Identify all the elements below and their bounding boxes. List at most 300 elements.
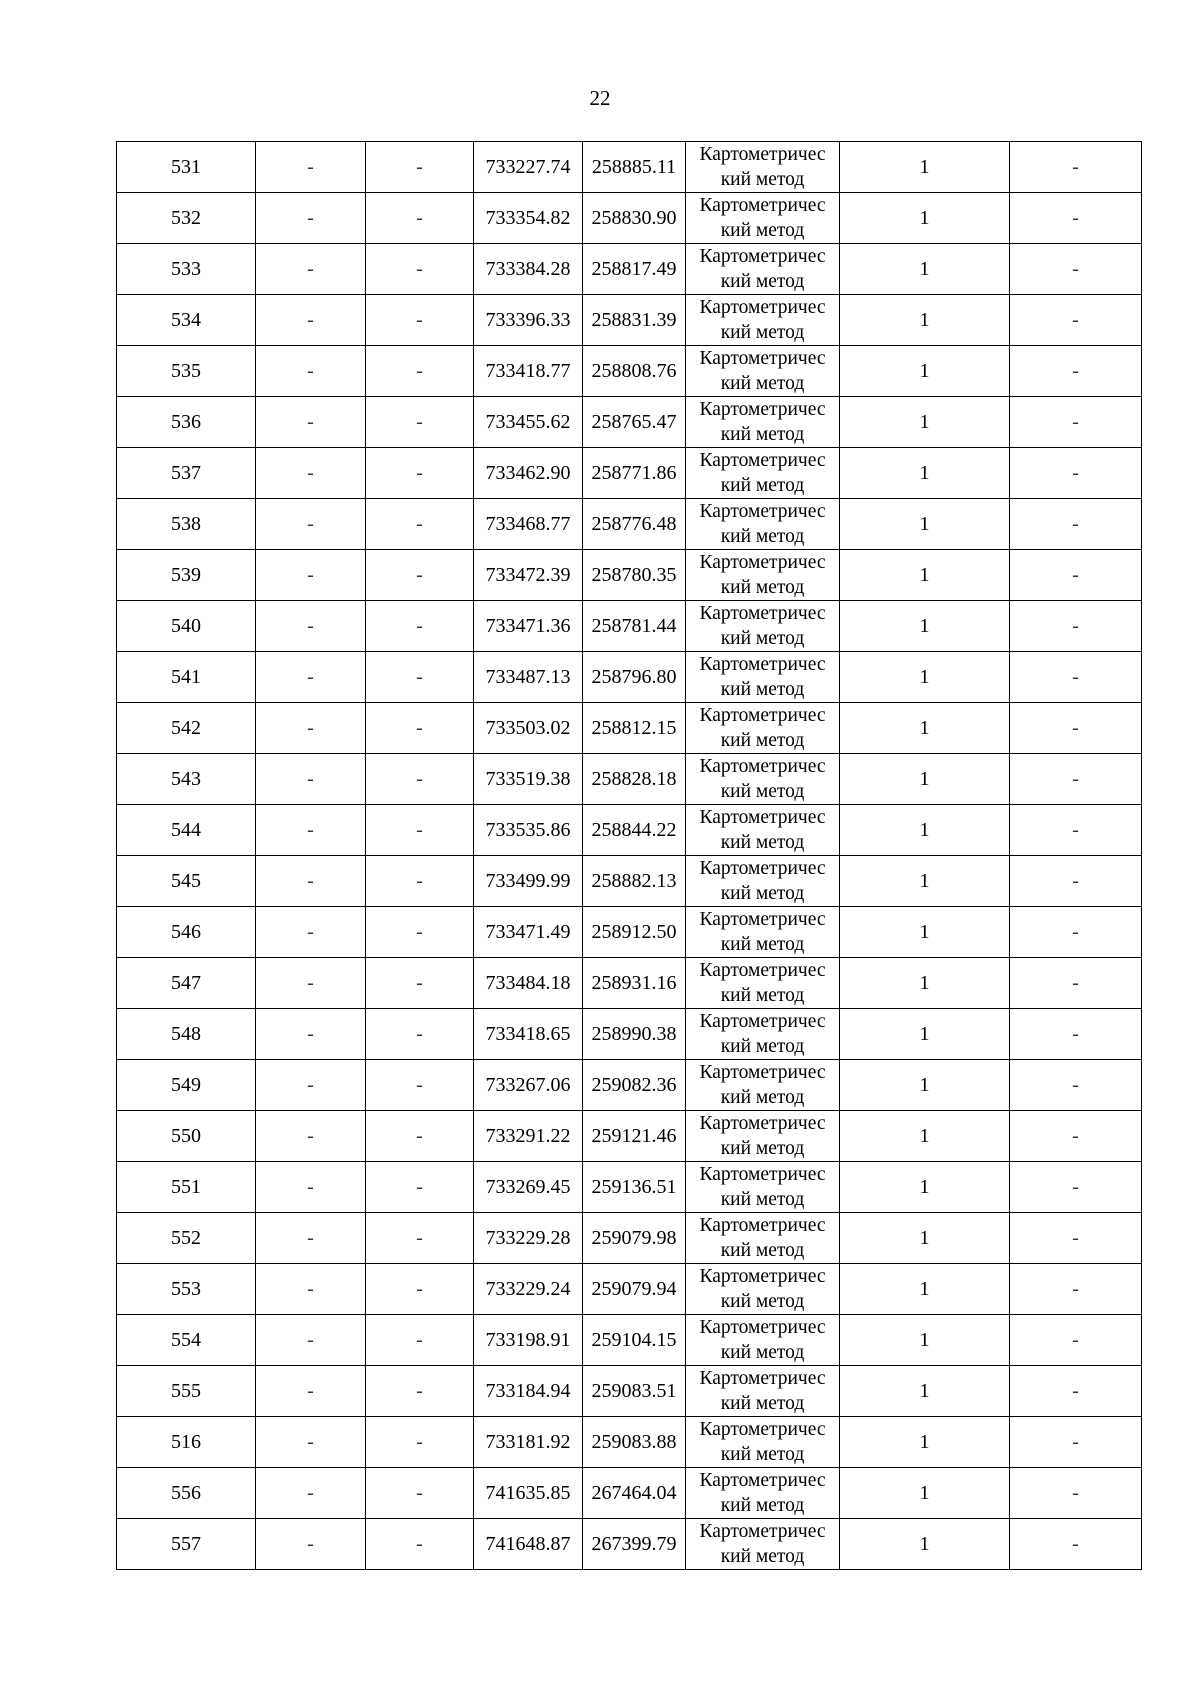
method-cell: [686, 1519, 840, 1570]
method-cell: [686, 958, 840, 1009]
point-number-cell: 539: [117, 550, 256, 601]
empty-value-cell: -: [256, 1519, 366, 1570]
method-cell: [686, 1468, 840, 1519]
x-coordinate-cell: 733198.91: [474, 1315, 583, 1366]
accuracy-cell: 1: [840, 244, 1010, 295]
table-row: [117, 142, 1142, 193]
method-cell: [686, 1264, 840, 1315]
empty-value-cell: -: [256, 1417, 366, 1468]
method-cell: [686, 907, 840, 958]
empty-value-cell: -: [1010, 754, 1142, 805]
method-text-line: Картометричес: [699, 1470, 826, 1491]
empty-value-cell: -: [366, 1060, 474, 1111]
method-cell: [686, 1162, 840, 1213]
empty-value-cell: -: [366, 1009, 474, 1060]
table-row: [117, 754, 1142, 805]
empty-value-cell: -: [366, 805, 474, 856]
method-text-line: Картометричес: [699, 552, 826, 573]
empty-value-cell: -: [366, 1315, 474, 1366]
empty-value-cell: -: [1010, 601, 1142, 652]
empty-value-cell: -: [366, 1468, 474, 1519]
y-coordinate-cell: 258885.11: [583, 142, 686, 193]
empty-value-cell: -: [256, 1009, 366, 1060]
table-row: [117, 1417, 1142, 1468]
point-number-cell: 543: [117, 754, 256, 805]
empty-value-cell: -: [1010, 1519, 1142, 1570]
empty-value-cell: -: [366, 1111, 474, 1162]
method-text-line: Картометричес: [699, 297, 826, 318]
empty-value-cell: -: [256, 652, 366, 703]
empty-value-cell: -: [366, 907, 474, 958]
x-coordinate-cell: 733181.92: [474, 1417, 583, 1468]
method-text-line: кий метод: [720, 1138, 805, 1159]
table-body: [117, 142, 1142, 1570]
method-cell: [686, 295, 840, 346]
method-cell: [686, 346, 840, 397]
method-text-line: Картометричес: [699, 1368, 826, 1389]
empty-value-cell: -: [256, 907, 366, 958]
table-row: [117, 1315, 1142, 1366]
empty-value-cell: -: [366, 958, 474, 1009]
method-cell: [686, 601, 840, 652]
method-text-line: кий метод: [720, 577, 805, 598]
method-text-line: Картометричес: [699, 756, 826, 777]
method-text-line: кий метод: [720, 679, 805, 700]
empty-value-cell: -: [1010, 652, 1142, 703]
accuracy-cell: 1: [840, 448, 1010, 499]
table-row: [117, 193, 1142, 244]
y-coordinate-cell: 258882.13: [583, 856, 686, 907]
empty-value-cell: -: [1010, 1060, 1142, 1111]
table-row: [117, 448, 1142, 499]
method-cell: [686, 652, 840, 703]
method-cell: [686, 1111, 840, 1162]
method-text-line: Картометричес: [699, 450, 826, 471]
method-text-line: кий метод: [720, 730, 805, 751]
empty-value-cell: -: [256, 1060, 366, 1111]
accuracy-cell: 1: [840, 1162, 1010, 1213]
method-cell: [686, 1060, 840, 1111]
empty-value-cell: -: [256, 1315, 366, 1366]
method-text-line: кий метод: [720, 1393, 805, 1414]
method-text-line: кий метод: [720, 628, 805, 649]
method-cell: [686, 703, 840, 754]
x-coordinate-cell: 733472.39: [474, 550, 583, 601]
empty-value-cell: -: [256, 1213, 366, 1264]
point-number-cell: 538: [117, 499, 256, 550]
empty-value-cell: -: [256, 346, 366, 397]
point-number-cell: 557: [117, 1519, 256, 1570]
y-coordinate-cell: 258817.49: [583, 244, 686, 295]
empty-value-cell: -: [1010, 1468, 1142, 1519]
point-number-cell: 556: [117, 1468, 256, 1519]
method-cell: [686, 1009, 840, 1060]
empty-value-cell: -: [1010, 448, 1142, 499]
table-row: [117, 1264, 1142, 1315]
y-coordinate-cell: 258771.86: [583, 448, 686, 499]
point-number-cell: 532: [117, 193, 256, 244]
method-text-line: кий метод: [720, 271, 805, 292]
empty-value-cell: -: [1010, 550, 1142, 601]
method-text-line: кий метод: [720, 883, 805, 904]
empty-value-cell: -: [256, 1468, 366, 1519]
x-coordinate-cell: 741648.87: [474, 1519, 583, 1570]
empty-value-cell: -: [1010, 1264, 1142, 1315]
empty-value-cell: -: [366, 1264, 474, 1315]
empty-value-cell: -: [1010, 1213, 1142, 1264]
empty-value-cell: -: [366, 601, 474, 652]
method-text-line: кий метод: [720, 169, 805, 190]
method-cell: [686, 142, 840, 193]
method-text-line: Картометричес: [699, 1011, 826, 1032]
table-row: [117, 856, 1142, 907]
empty-value-cell: -: [256, 1366, 366, 1417]
y-coordinate-cell: 258776.48: [583, 499, 686, 550]
point-number-cell: 540: [117, 601, 256, 652]
table-row: [117, 550, 1142, 601]
x-coordinate-cell: 733535.86: [474, 805, 583, 856]
x-coordinate-cell: 733229.24: [474, 1264, 583, 1315]
method-text-line: кий метод: [720, 1189, 805, 1210]
empty-value-cell: -: [256, 805, 366, 856]
method-text-line: Картометричес: [699, 195, 826, 216]
table-row: [117, 958, 1142, 1009]
y-coordinate-cell: 267399.79: [583, 1519, 686, 1570]
method-cell: [686, 1366, 840, 1417]
empty-value-cell: -: [1010, 193, 1142, 244]
empty-value-cell: -: [1010, 1111, 1142, 1162]
method-text-line: Картометричес: [699, 654, 826, 675]
method-text-line: Картометричес: [699, 348, 826, 369]
y-coordinate-cell: 258828.18: [583, 754, 686, 805]
method-text-line: Картометричес: [699, 858, 826, 879]
accuracy-cell: 1: [840, 142, 1010, 193]
method-cell: [686, 550, 840, 601]
method-text-line: Картометричес: [699, 807, 826, 828]
y-coordinate-cell: 258808.76: [583, 346, 686, 397]
table-row: [117, 1162, 1142, 1213]
x-coordinate-cell: 733267.06: [474, 1060, 583, 1111]
accuracy-cell: 1: [840, 907, 1010, 958]
y-coordinate-cell: 258812.15: [583, 703, 686, 754]
point-number-cell: 534: [117, 295, 256, 346]
x-coordinate-cell: 733499.99: [474, 856, 583, 907]
method-text-line: Картометричес: [699, 1113, 826, 1134]
accuracy-cell: 1: [840, 193, 1010, 244]
method-cell: [686, 448, 840, 499]
x-coordinate-cell: 741635.85: [474, 1468, 583, 1519]
accuracy-cell: 1: [840, 856, 1010, 907]
x-coordinate-cell: 733396.33: [474, 295, 583, 346]
coordinates-table: [116, 141, 1142, 1570]
empty-value-cell: -: [366, 346, 474, 397]
point-number-cell: 547: [117, 958, 256, 1009]
method-text-line: кий метод: [720, 985, 805, 1006]
empty-value-cell: -: [256, 142, 366, 193]
y-coordinate-cell: 258830.90: [583, 193, 686, 244]
method-text-line: кий метод: [720, 526, 805, 547]
empty-value-cell: -: [366, 1519, 474, 1570]
accuracy-cell: 1: [840, 1264, 1010, 1315]
x-coordinate-cell: 733291.22: [474, 1111, 583, 1162]
y-coordinate-cell: 259083.88: [583, 1417, 686, 1468]
empty-value-cell: -: [256, 1111, 366, 1162]
table-row: [117, 805, 1142, 856]
empty-value-cell: -: [366, 295, 474, 346]
x-coordinate-cell: 733519.38: [474, 754, 583, 805]
accuracy-cell: 1: [840, 601, 1010, 652]
empty-value-cell: -: [366, 142, 474, 193]
method-cell: [686, 244, 840, 295]
table-row: [117, 397, 1142, 448]
empty-value-cell: -: [256, 499, 366, 550]
page-number: 22: [589, 86, 611, 110]
x-coordinate-cell: 733503.02: [474, 703, 583, 754]
empty-value-cell: -: [1010, 244, 1142, 295]
point-number-cell: 553: [117, 1264, 256, 1315]
point-number-cell: 533: [117, 244, 256, 295]
method-text-line: Картометричес: [699, 603, 826, 624]
accuracy-cell: 1: [840, 1519, 1010, 1570]
empty-value-cell: -: [1010, 856, 1142, 907]
y-coordinate-cell: 259079.94: [583, 1264, 686, 1315]
accuracy-cell: 1: [840, 1009, 1010, 1060]
point-number-cell: 551: [117, 1162, 256, 1213]
method-text-line: кий метод: [720, 1240, 805, 1261]
table-row: [117, 1213, 1142, 1264]
accuracy-cell: 1: [840, 652, 1010, 703]
x-coordinate-cell: 733462.90: [474, 448, 583, 499]
empty-value-cell: -: [1010, 805, 1142, 856]
accuracy-cell: 1: [840, 1315, 1010, 1366]
accuracy-cell: 1: [840, 397, 1010, 448]
y-coordinate-cell: 259079.98: [583, 1213, 686, 1264]
table-row: [117, 652, 1142, 703]
empty-value-cell: -: [1010, 907, 1142, 958]
method-text-line: кий метод: [720, 1444, 805, 1465]
accuracy-cell: 1: [840, 499, 1010, 550]
empty-value-cell: -: [366, 448, 474, 499]
accuracy-cell: 1: [840, 1366, 1010, 1417]
x-coordinate-cell: 733471.49: [474, 907, 583, 958]
y-coordinate-cell: 258844.22: [583, 805, 686, 856]
empty-value-cell: -: [256, 1264, 366, 1315]
empty-value-cell: -: [256, 601, 366, 652]
point-number-cell: 542: [117, 703, 256, 754]
accuracy-cell: 1: [840, 703, 1010, 754]
method-cell: [686, 1417, 840, 1468]
method-cell: [686, 1213, 840, 1264]
y-coordinate-cell: 258780.35: [583, 550, 686, 601]
x-coordinate-cell: 733184.94: [474, 1366, 583, 1417]
x-coordinate-cell: 733487.13: [474, 652, 583, 703]
method-text-line: Картометричес: [699, 1317, 826, 1338]
accuracy-cell: 1: [840, 1213, 1010, 1264]
empty-value-cell: -: [256, 550, 366, 601]
x-coordinate-cell: 733471.36: [474, 601, 583, 652]
point-number-cell: 536: [117, 397, 256, 448]
empty-value-cell: -: [366, 703, 474, 754]
table-row: [117, 1366, 1142, 1417]
table-row: [117, 499, 1142, 550]
method-cell: [686, 805, 840, 856]
point-number-cell: 545: [117, 856, 256, 907]
empty-value-cell: -: [366, 550, 474, 601]
y-coordinate-cell: 267464.04: [583, 1468, 686, 1519]
method-text-line: Картометричес: [699, 705, 826, 726]
table-row: [117, 1111, 1142, 1162]
empty-value-cell: -: [1010, 1009, 1142, 1060]
point-number-cell: 549: [117, 1060, 256, 1111]
table-row: [117, 1060, 1142, 1111]
empty-value-cell: -: [256, 295, 366, 346]
method-text-line: кий метод: [720, 1342, 805, 1363]
accuracy-cell: 1: [840, 1468, 1010, 1519]
point-number-cell: 555: [117, 1366, 256, 1417]
method-text-line: кий метод: [720, 475, 805, 496]
point-number-cell: 554: [117, 1315, 256, 1366]
method-text-line: кий метод: [720, 1036, 805, 1057]
method-text-line: Картометричес: [699, 1266, 826, 1287]
method-text-line: кий метод: [720, 1495, 805, 1516]
method-text-line: кий метод: [720, 322, 805, 343]
method-text-line: кий метод: [720, 220, 805, 241]
table-row: [117, 346, 1142, 397]
point-number-cell: 548: [117, 1009, 256, 1060]
table-row: [117, 1468, 1142, 1519]
method-text-line: кий метод: [720, 424, 805, 445]
empty-value-cell: -: [1010, 1162, 1142, 1213]
point-number-cell: 535: [117, 346, 256, 397]
method-text-line: Картометричес: [699, 960, 826, 981]
empty-value-cell: -: [1010, 397, 1142, 448]
table-row: [117, 1519, 1142, 1570]
empty-value-cell: -: [366, 499, 474, 550]
y-coordinate-cell: 258765.47: [583, 397, 686, 448]
empty-value-cell: -: [1010, 1315, 1142, 1366]
method-text-line: Картометричес: [699, 1215, 826, 1236]
x-coordinate-cell: 733384.28: [474, 244, 583, 295]
accuracy-cell: 1: [840, 1111, 1010, 1162]
method-cell: [686, 856, 840, 907]
empty-value-cell: -: [366, 1213, 474, 1264]
empty-value-cell: -: [366, 856, 474, 907]
empty-value-cell: -: [366, 1162, 474, 1213]
empty-value-cell: -: [256, 397, 366, 448]
method-text-line: Картометричес: [699, 246, 826, 267]
y-coordinate-cell: 258912.50: [583, 907, 686, 958]
empty-value-cell: -: [1010, 295, 1142, 346]
x-coordinate-cell: 733484.18: [474, 958, 583, 1009]
method-text-line: кий метод: [720, 1087, 805, 1108]
empty-value-cell: -: [1010, 703, 1142, 754]
y-coordinate-cell: 259082.36: [583, 1060, 686, 1111]
table-row: [117, 703, 1142, 754]
method-cell: [686, 397, 840, 448]
method-text-line: Картометричес: [699, 909, 826, 930]
point-number-cell: 541: [117, 652, 256, 703]
table-row: [117, 244, 1142, 295]
accuracy-cell: 1: [840, 958, 1010, 1009]
y-coordinate-cell: 258990.38: [583, 1009, 686, 1060]
x-coordinate-cell: 733455.62: [474, 397, 583, 448]
empty-value-cell: -: [366, 244, 474, 295]
y-coordinate-cell: 258781.44: [583, 601, 686, 652]
accuracy-cell: 1: [840, 1417, 1010, 1468]
x-coordinate-cell: 733468.77: [474, 499, 583, 550]
empty-value-cell: -: [1010, 1366, 1142, 1417]
y-coordinate-cell: 258796.80: [583, 652, 686, 703]
empty-value-cell: -: [366, 1417, 474, 1468]
x-coordinate-cell: 733229.28: [474, 1213, 583, 1264]
y-coordinate-cell: 259104.15: [583, 1315, 686, 1366]
point-number-cell: 531: [117, 142, 256, 193]
empty-value-cell: -: [1010, 346, 1142, 397]
table-row: [117, 601, 1142, 652]
x-coordinate-cell: 733227.74: [474, 142, 583, 193]
method-text-line: кий метод: [720, 934, 805, 955]
method-text-line: кий метод: [720, 1546, 805, 1567]
method-text-line: Картометричес: [699, 399, 826, 420]
empty-value-cell: -: [256, 703, 366, 754]
method-text-line: Картометричес: [699, 1419, 826, 1440]
accuracy-cell: 1: [840, 550, 1010, 601]
method-text-line: Картометричес: [699, 144, 826, 165]
method-text-line: Картометричес: [699, 1164, 826, 1185]
x-coordinate-cell: 733354.82: [474, 193, 583, 244]
empty-value-cell: -: [256, 958, 366, 1009]
point-number-cell: 516: [117, 1417, 256, 1468]
y-coordinate-cell: 259083.51: [583, 1366, 686, 1417]
empty-value-cell: -: [366, 193, 474, 244]
empty-value-cell: -: [1010, 142, 1142, 193]
accuracy-cell: 1: [840, 1060, 1010, 1111]
x-coordinate-cell: 733418.77: [474, 346, 583, 397]
empty-value-cell: -: [256, 1162, 366, 1213]
accuracy-cell: 1: [840, 346, 1010, 397]
y-coordinate-cell: 259136.51: [583, 1162, 686, 1213]
empty-value-cell: -: [366, 1366, 474, 1417]
method-text-line: Картометричес: [699, 501, 826, 522]
empty-value-cell: -: [256, 754, 366, 805]
point-number-cell: 544: [117, 805, 256, 856]
method-cell: [686, 1315, 840, 1366]
table-row: [117, 907, 1142, 958]
empty-value-cell: -: [256, 448, 366, 499]
point-number-cell: 546: [117, 907, 256, 958]
point-number-cell: 550: [117, 1111, 256, 1162]
table-row: [117, 1009, 1142, 1060]
y-coordinate-cell: 259121.46: [583, 1111, 686, 1162]
empty-value-cell: -: [1010, 958, 1142, 1009]
empty-value-cell: -: [1010, 499, 1142, 550]
x-coordinate-cell: 733418.65: [474, 1009, 583, 1060]
y-coordinate-cell: 258931.16: [583, 958, 686, 1009]
method-text-line: кий метод: [720, 832, 805, 853]
method-text-line: кий метод: [720, 373, 805, 394]
empty-value-cell: -: [256, 193, 366, 244]
method-cell: [686, 754, 840, 805]
y-coordinate-cell: 258831.39: [583, 295, 686, 346]
method-text-line: Картометричес: [699, 1521, 826, 1542]
point-number-cell: 537: [117, 448, 256, 499]
empty-value-cell: -: [1010, 1417, 1142, 1468]
table-row: [117, 295, 1142, 346]
method-text-line: кий метод: [720, 1291, 805, 1312]
empty-value-cell: -: [366, 397, 474, 448]
x-coordinate-cell: 733269.45: [474, 1162, 583, 1213]
empty-value-cell: -: [366, 652, 474, 703]
